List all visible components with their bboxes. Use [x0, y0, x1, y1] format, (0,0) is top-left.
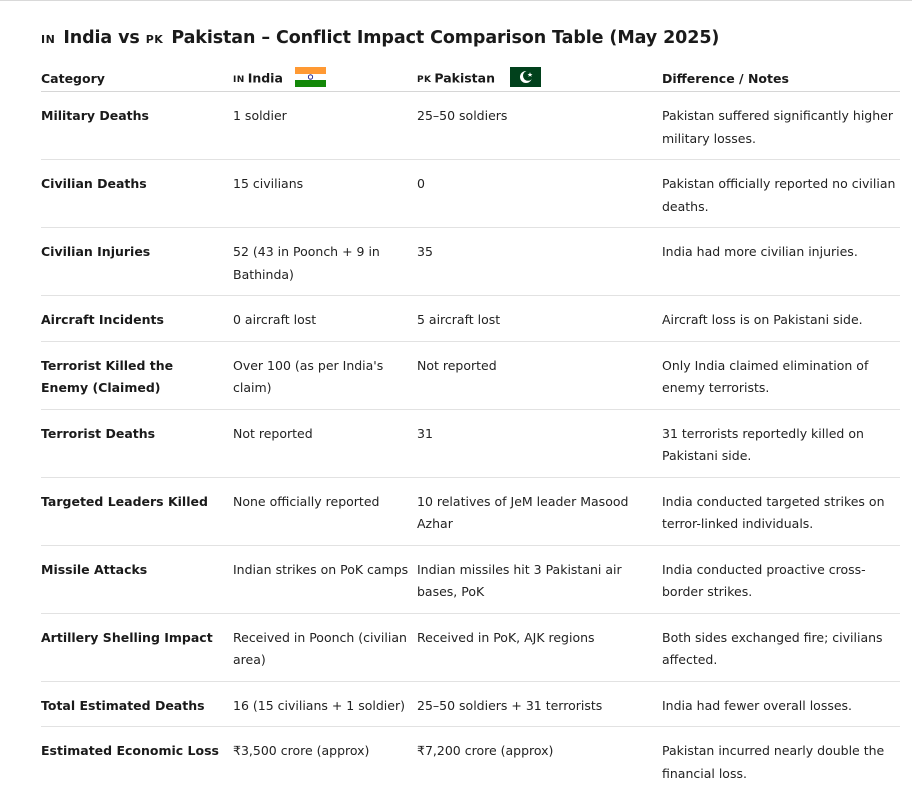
row-pakistan-value: Indian missiles hit 3 Pakistani air bases, PoK: [417, 545, 662, 613]
row-category: Military Deaths: [41, 92, 233, 160]
row-category: Targeted Leaders Killed: [41, 477, 233, 545]
document: [0, 1, 912, 794]
row-pakistan-value: 10 relatives of JeM leader Masood Azhar: [417, 477, 662, 545]
header-pakistan-label: Pakistan: [434, 70, 495, 85]
row-category: Civilian Injuries: [41, 228, 233, 296]
pakistan-code: PK: [417, 75, 432, 85]
row-pakistan-value: 0: [417, 160, 662, 228]
header-category: Category: [41, 66, 233, 92]
header-pakistan: [417, 66, 662, 92]
table-row: [41, 92, 900, 160]
title-text-b: Pakistan – Conflict Impact Comparison Table (May 2025): [171, 28, 720, 48]
row-pakistan-value: 25–50 soldiers + 31 terrorists: [417, 681, 662, 727]
title-text-a: India vs: [63, 28, 140, 48]
row-notes: Pakistan officially reported no civilian deaths.: [662, 160, 900, 228]
row-pakistan-value: 31: [417, 409, 662, 477]
row-india-value: ₹3,500 crore (approx): [233, 743, 370, 758]
row-india-value: 0 aircraft lost: [233, 296, 417, 342]
table-row: [41, 545, 900, 613]
row-pakistan-value: 5 aircraft lost: [417, 296, 662, 342]
row-notes: Pakistan incurred nearly double the financial loss.: [662, 743, 885, 781]
india-flag-code: IN: [41, 33, 56, 46]
table-row: [41, 228, 900, 296]
pakistan-flag-icon: [499, 67, 530, 87]
table-row: [41, 341, 900, 409]
table-row: [41, 681, 900, 727]
page-title: [41, 1, 900, 66]
row-notes: India had fewer overall losses.: [662, 681, 900, 727]
pakistan-flag-code: PK: [145, 33, 164, 46]
row-notes: India had more civilian injuries.: [662, 228, 900, 296]
row-pakistan-value: Not reported: [417, 341, 662, 409]
row-notes: Only India claimed elimination of enemy terrorists.: [662, 341, 900, 409]
table-header-row: [41, 66, 900, 92]
row-category: Civilian Deaths: [41, 160, 233, 228]
row-india-value: Indian strikes on PoK camps: [233, 545, 417, 613]
row-category: Aircraft Incidents: [41, 296, 233, 342]
table-row: [41, 613, 900, 681]
row-category: Terrorist Killed the Enemy (Claimed): [41, 341, 233, 409]
row-pakistan-value: 35: [417, 228, 662, 296]
row-india-value: 15 civilians: [233, 160, 417, 228]
row-category: Artillery Shelling Impact: [41, 613, 233, 681]
row-notes: India conducted targeted strikes on terror-linked individuals.: [662, 477, 900, 545]
row-category: Terrorist Deaths: [41, 409, 233, 477]
row-category: Missile Attacks: [41, 545, 233, 613]
row-notes: Pakistan suffered significantly higher military losses.: [662, 92, 900, 160]
row-india-value: Received in Poonch (civilian area): [233, 613, 417, 681]
row-india-value: 52 (43 in Poonch + 9 in Bathinda): [233, 228, 417, 296]
row-notes: India conducted proactive cross-border strikes.: [662, 545, 900, 613]
table-row: [41, 477, 900, 545]
row-category: Estimated Economic Loss: [41, 743, 219, 758]
row-pakistan-value: Received in PoK, AJK regions: [417, 613, 662, 681]
row-pakistan-value: ₹7,200 crore (approx): [417, 743, 554, 758]
row-notes: Both sides exchanged fire; civilians affected.: [662, 613, 900, 681]
row-india-value: Over 100 (as per India's claim): [233, 341, 417, 409]
row-india-value: Not reported: [233, 409, 417, 477]
india-flag-icon: [295, 67, 326, 87]
india-code: IN: [233, 75, 245, 85]
table-row: [41, 160, 900, 228]
row-category: Total Estimated Deaths: [41, 681, 233, 727]
row-india-value: None officially reported: [233, 477, 417, 545]
table-row: [41, 727, 900, 795]
row-notes: Aircraft loss is on Pakistani side.: [662, 296, 900, 342]
row-notes: 31 terrorists reportedly killed on Pakistani side.: [662, 409, 900, 477]
header-notes: Difference / Notes: [662, 66, 900, 92]
row-pakistan-value: 25–50 soldiers: [417, 92, 662, 160]
table-body: [41, 92, 900, 795]
row-india-value: 16 (15 civilians + 1 soldier): [233, 681, 417, 727]
row-india-value: 1 soldier: [233, 92, 417, 160]
header-india-label: India: [247, 70, 283, 85]
comparison-table: [41, 66, 900, 794]
table-row: [41, 296, 900, 342]
table-row: [41, 409, 900, 477]
header-india: [233, 66, 417, 92]
